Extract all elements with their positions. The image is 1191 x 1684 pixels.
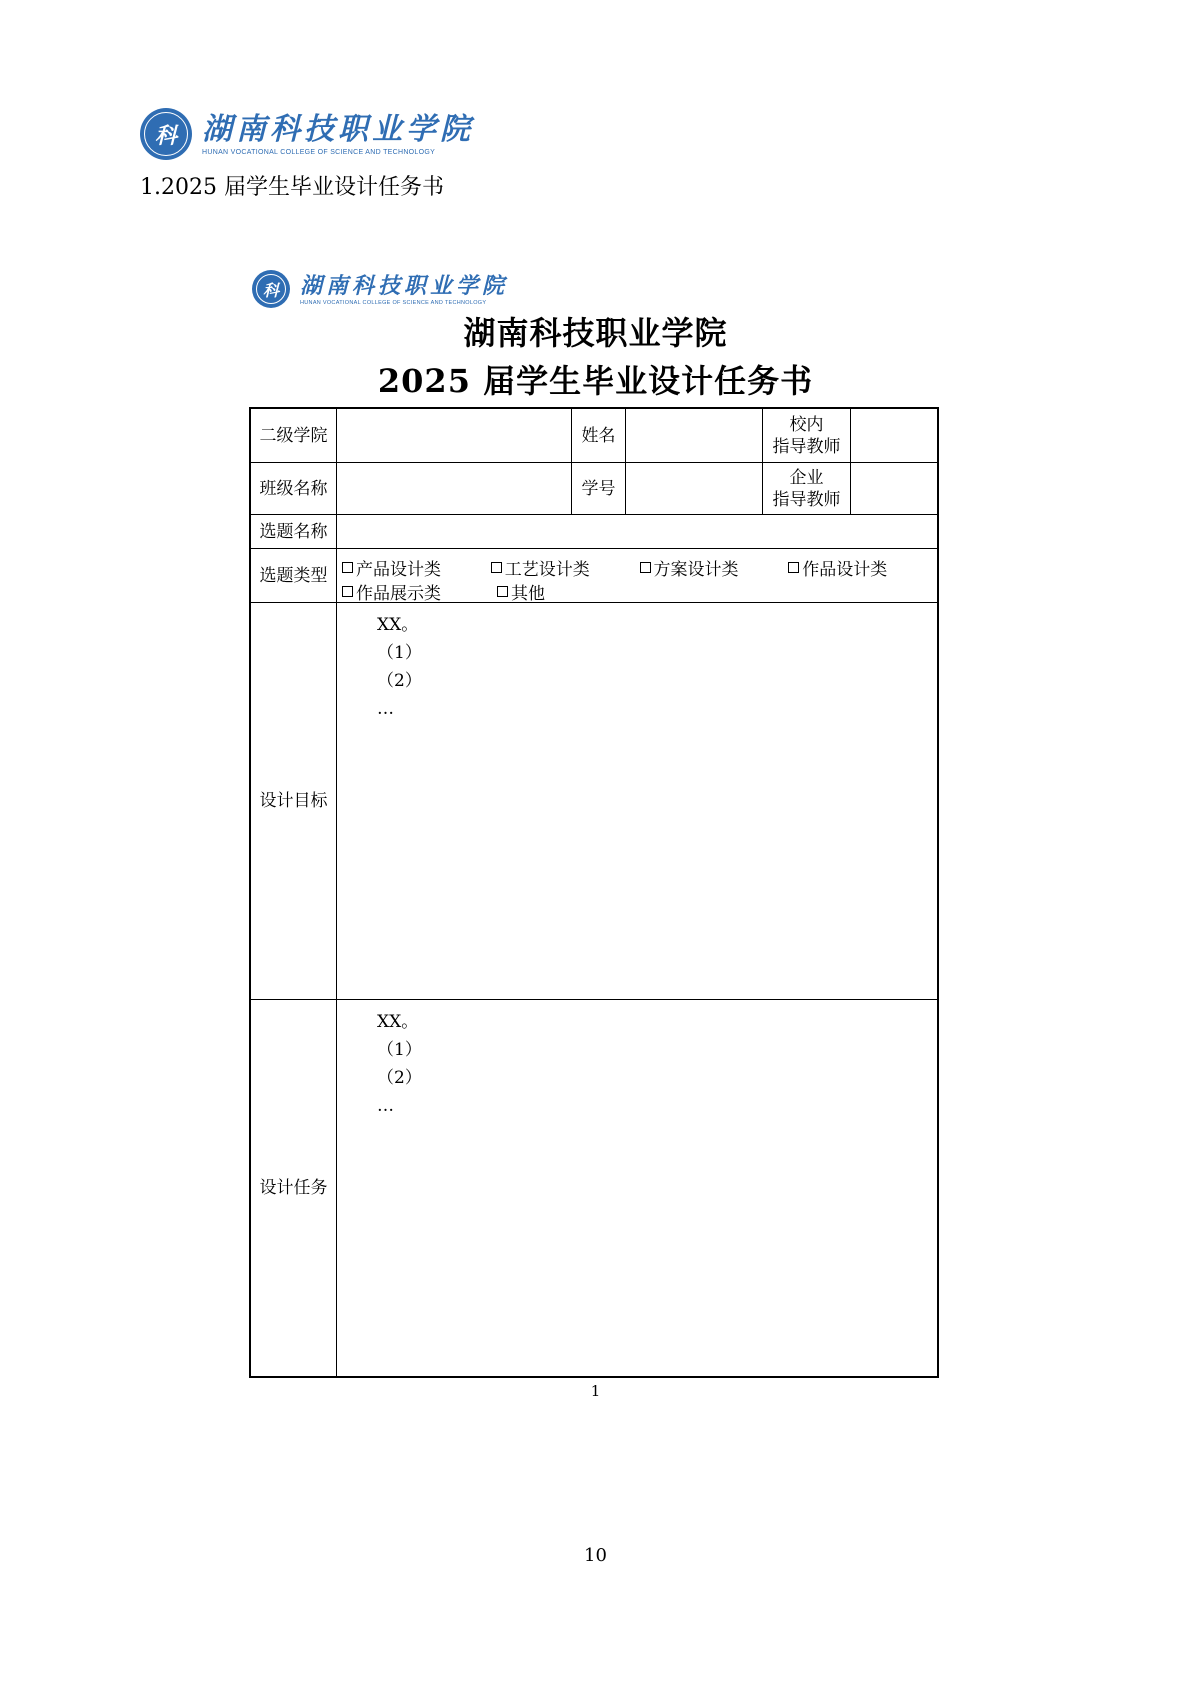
topic-name-field[interactable] [337,515,937,549]
goal-line: … [377,699,394,719]
school-advisor-field[interactable] [851,409,937,463]
task-line: （1） [377,1040,422,1060]
school-advisor-label-line2: 指导教师 [772,436,841,457]
company-advisor-label-line2: 指导教师 [772,489,841,510]
college-logo [140,108,474,160]
form-page-number: 1 [590,1382,601,1400]
task-line: XX。 [377,1012,419,1032]
college-emblem-icon: 科 [140,108,192,160]
checkbox-icon[interactable] [342,586,353,597]
school-advisor-label-line1: 校内 [789,414,824,435]
topic-type-option[interactable]: 其他 [497,579,652,604]
goal-line: （1） [377,643,422,663]
topic-type-label: 选题类型 [251,549,337,603]
task-line: （2） [377,1068,422,1088]
task-form-table [249,407,939,1378]
form-college-emblem-icon: 科 [252,270,290,308]
name-field[interactable] [626,409,763,463]
form-logo-name-en: HUNAN VOCATIONAL COLLEGE OF SCIENCE AND TECHNOLOGY [300,299,487,306]
section-heading: 1.2025 届学生毕业设计任务书 [140,175,444,200]
topic-type-option[interactable]: 产品设计类 [342,555,491,580]
student-id-label: 学号 [572,463,626,515]
topic-type-options [337,549,937,603]
checkbox-icon[interactable] [491,562,502,573]
form-college-logo [252,270,508,308]
design-task-content[interactable] [337,1000,937,1376]
company-advisor-label [763,463,851,515]
class-label: 班级名称 [251,463,337,515]
topic-type-option[interactable]: 作品设计类 [788,555,937,580]
goal-line: （2） [377,671,422,691]
topic-type-option[interactable]: 作品展示类 [342,579,497,604]
student-id-field[interactable] [626,463,763,515]
design-task-label: 设计任务 [251,1000,337,1376]
checkbox-icon[interactable] [342,562,353,573]
page-number: 10 [584,1545,607,1566]
logo-name-cn: 湖南科技职业学院 [202,111,474,147]
college-field[interactable] [337,409,572,463]
design-goal-content[interactable] [337,603,937,1000]
topic-type-option[interactable]: 工艺设计类 [491,555,640,580]
company-advisor-field[interactable] [851,463,937,515]
checkbox-icon[interactable] [640,562,651,573]
logo-name-en: HUNAN VOCATIONAL COLLEGE OF SCIENCE AND TECHNOLOGY [202,148,436,156]
school-advisor-label [763,409,851,463]
design-goal-label: 设计目标 [251,603,337,1000]
company-advisor-label-line1: 企业 [789,467,824,488]
college-label: 二级学院 [251,409,337,463]
name-label: 姓名 [572,409,626,463]
goal-line: XX。 [377,615,419,635]
checkbox-icon[interactable] [788,562,799,573]
class-field[interactable] [337,463,572,515]
checkbox-icon[interactable] [497,586,508,597]
form-school-name: 湖南科技职业学院 [463,314,728,352]
form-logo-name-cn: 湖南科技职业学院 [300,272,509,299]
topic-type-option[interactable]: 方案设计类 [640,555,789,580]
form-title: 2025 届学生毕业设计任务书 [377,362,814,400]
task-line: … [377,1096,394,1116]
topic-name-label: 选题名称 [251,515,337,549]
